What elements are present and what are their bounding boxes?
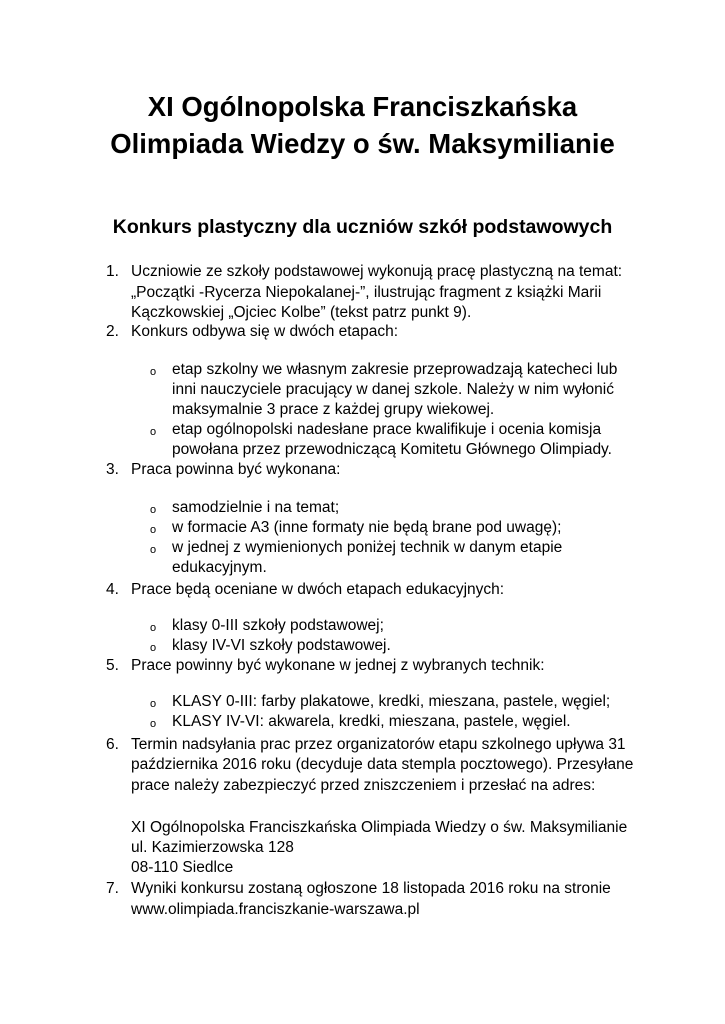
bullet-marker: o (150, 426, 157, 438)
bullet-text: KLASY IV-VI: akwarela, kredki, mieszana, pastele, węgiel. (172, 713, 571, 730)
bullet-text: inni nauczyciele pracujący w danej szkole. Należy w nim wyłonić (172, 381, 614, 398)
bullet-marker: o (150, 366, 157, 378)
item-number: 7. (106, 880, 119, 897)
bullet-marker: o (150, 504, 157, 516)
item-number: 3. (106, 461, 119, 478)
item-number: 5. (106, 657, 119, 674)
item-text: Prace będą oceniane w dwóch etapach edukacyjnych: (131, 581, 505, 598)
bullet-text: powołana przez przewodniczącą Komitetu Głównego Olimpiady. (172, 441, 612, 458)
bullet-marker: o (150, 622, 157, 634)
item-text: „Początki -Rycerza Niepokalanej-”, ilustrując fragment z książki Marii (131, 284, 602, 301)
bullet-marker: o (150, 642, 157, 654)
item-text: Konkurs odbywa się w dwóch etapach: (131, 323, 399, 340)
item-text: Kączkowskiej „Ojciec Kolbe” (tekst patrz punkt 9). (131, 304, 472, 321)
title-line-1: XI Ogólnopolska Franciszkańska (147, 91, 578, 122)
item-text: Prace powinny być wykonane w jednej z wybranych technik: (131, 657, 545, 674)
item-text: października 2016 roku (decyduje data stempla pocztowego). Przesyłane (131, 756, 634, 773)
item-number: 4. (106, 581, 119, 598)
address-line: 08-110 Siedlce (131, 859, 234, 876)
item-text: Uczniowie ze szkoły podstawowej wykonują pracę plastyczną na temat: (131, 263, 623, 280)
contest-subtitle: Konkurs plastyczny dla uczniów szkół podstawowych (112, 216, 613, 238)
bullet-text: klasy IV-VI szkoły podstawowej. (172, 637, 391, 654)
item-number: 1. (106, 263, 119, 280)
bullet-text: etap ogólnopolski nadesłane prace kwalifikuje i ocenia komisja (172, 421, 602, 438)
item-text: Wyniki konkursu zostaną ogłoszone 18 listopada 2016 roku na stronie (131, 880, 611, 897)
bullet-marker: o (150, 698, 157, 710)
item-text: Termin nadsyłania prac przez organizatorów etapu szkolnego upływa 31 (131, 736, 626, 753)
bullet-marker: o (150, 718, 157, 730)
item-text: prace należy zabezpieczyć przed zniszczeniem i przesłać na adres: (131, 777, 596, 794)
bullet-marker: o (150, 524, 157, 536)
item-text: Praca powinna być wykonana: (131, 461, 341, 478)
bullet-text: w jednej z wymienionych poniżej technik w danym etapie (172, 539, 563, 556)
bullet-marker: o (150, 544, 157, 556)
bullet-text: maksymalnie 3 prace z każdej grupy wiekowej. (172, 401, 495, 418)
bullet-text: samodzielnie i na temat; (172, 499, 340, 516)
website-link[interactable]: www.olimpiada.franciszkanie-warszawa.pl (131, 901, 420, 918)
bullet-text: KLASY 0-III: farby plakatowe, kredki, mieszana, pastele, węgiel; (172, 693, 611, 710)
bullet-text: w formacie A3 (inne formaty nie będą brane pod uwagę); (172, 519, 562, 536)
item-number: 6. (106, 736, 119, 753)
address-line: XI Ogólnopolska Franciszkańska Olimpiada Wiedzy o św. Maksymilianie (131, 819, 628, 836)
bullet-text: klasy 0-III szkoły podstawowej; (172, 617, 384, 634)
bullet-text: etap szkolny we własnym zakresie przeprowadzają katecheci lub (172, 361, 618, 378)
address-line: ul. Kazimierzowska 128 (131, 839, 294, 856)
title-line-2: Olimpiada Wiedzy o św. Maksymilianie (110, 128, 615, 159)
item-number: 2. (106, 323, 119, 340)
bullet-text: edukacyjnym. (172, 559, 267, 576)
